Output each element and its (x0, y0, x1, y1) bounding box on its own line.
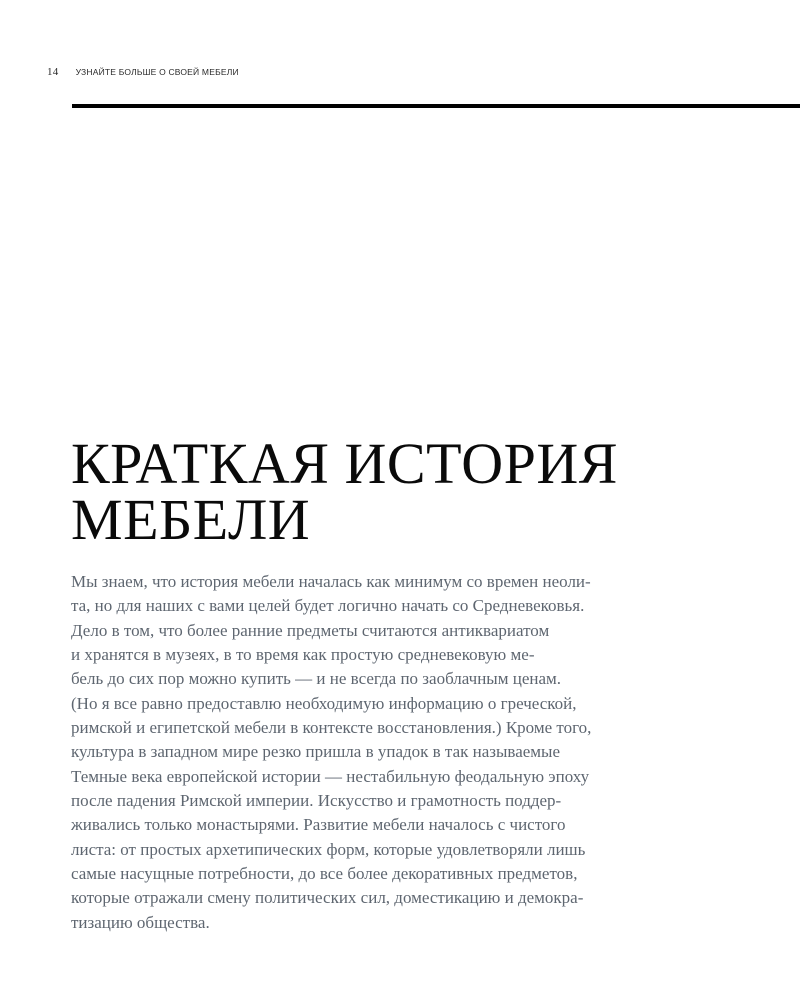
body-line: которые отражали смену политических сил, доместикацию и демокра- (71, 888, 584, 908)
body-line: (Но я все равно предоставлю необходимую информацию о греческой, (71, 693, 577, 713)
body-paragraph (71, 570, 691, 935)
body-line: тизацию общества. (71, 912, 210, 932)
running-head-title: УЗНАЙТЕ БОЛЬШЕ О СВОЕЙ МЕБЕЛИ (75, 67, 239, 77)
body-line: самые насущные потребности, до все более декоративных предметов, (71, 864, 578, 884)
body-line: листа: от простых архетипических форм, которые удовлетворяли лишь (71, 839, 586, 859)
chapter-title (71, 431, 771, 552)
body-line: Мы знаем, что история мебели началась как минимум со времен неоли- (71, 572, 591, 591)
chapter-title-line: МЕБЕЛИ (71, 487, 311, 552)
header-rule (72, 104, 800, 108)
body-line: культура в западном мире резко пришла в упадок в так называемые (71, 742, 561, 762)
body-line: Темные века европейской истории — нестабильную феодальную эпоху (71, 766, 590, 786)
page-number: 14 (47, 66, 59, 78)
body-line: Дело в том, что более ранние предметы считаются антиквариатом (71, 620, 550, 640)
body-line: живались только монастырями. Развитие мебели началось с чистого (71, 815, 566, 835)
chapter-title-line: КРАТКАЯ ИСТОРИЯ (71, 431, 618, 496)
body-line: та, но для наших с вами целей будет логично начать со Средневековья. (71, 596, 585, 616)
body-line: бель до сих пор можно купить — и не всегда по заоблачным ценам. (71, 669, 562, 689)
body-line: после падения Римской империи. Искусство и грамотность поддер- (71, 791, 562, 811)
body-line: римской и египетской мебели в контексте восстановления.) Кроме того, (71, 718, 592, 738)
running-head (47, 64, 239, 80)
body-line: и хранятся в музеях, в то время как простую средневековую ме- (71, 645, 535, 665)
